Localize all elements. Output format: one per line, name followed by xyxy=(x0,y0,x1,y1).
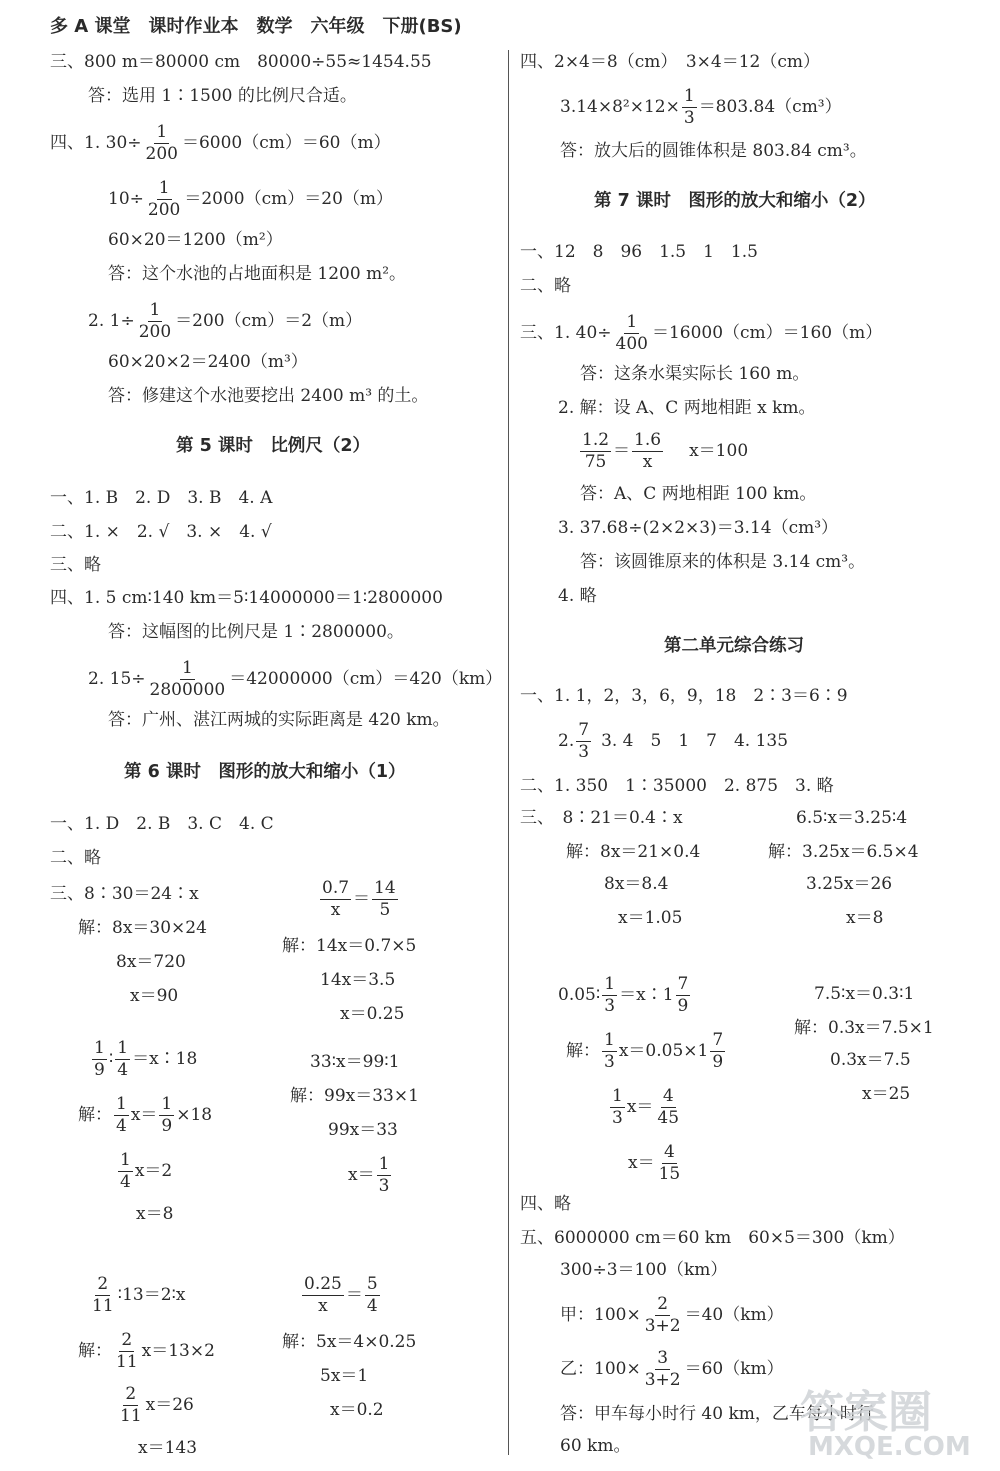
answer-line: 四、2×4＝8（cm） 3×4＝12（cm） xyxy=(520,52,820,72)
answer-line: 2. 解：设 A、C 两地相距 x km。 xyxy=(558,398,816,418)
answer-line: 答：修建这个水池要挖出 2400 m³ 的土。 xyxy=(108,386,429,406)
equation-line: 0.3x＝7.5 xyxy=(830,1050,911,1070)
equation-line: x＝8 xyxy=(136,1204,174,1224)
equation-line: 解：99x＝33×1 xyxy=(290,1086,419,1106)
equation-line: 解：8x＝21×0.4 xyxy=(566,842,701,862)
equation-line: 99x＝33 xyxy=(328,1120,398,1140)
equation-line: 14x＝3.5 xyxy=(320,970,396,990)
answer-line: 答：这个水池的占地面积是 1200 m²。 xyxy=(108,264,407,284)
equation-line: 解：5x＝4×0.25 xyxy=(282,1332,417,1352)
equation-line: 解： $\frac{2}{11}$ x＝13×2 xyxy=(78,1330,215,1372)
section-title: 第 6 课时 图形的放大和缩小（1） xyxy=(124,762,406,782)
answer-line: 一、1. B 2. D 3. B 4. A xyxy=(50,488,273,508)
answer-line: 一、1. D 2. B 3. C 4. C xyxy=(50,814,274,834)
section-title: 第 7 课时 图形的放大和缩小（2） xyxy=(594,191,876,211)
equation-line: $\frac{1.2}{75}$ ＝ $\frac{1.6}{x}$ x＝100 xyxy=(582,430,749,472)
equation-line: $\frac{2}{11}$ x＝26 xyxy=(120,1384,194,1426)
watermark-url: MXQE.COM xyxy=(808,1432,971,1462)
equation-line: $\frac{1}{4}$ x＝2 xyxy=(120,1150,173,1192)
answer-line: 二、略 xyxy=(520,276,571,296)
equation-line: 8x＝8.4 xyxy=(604,874,669,894)
answer-line: 乙：100× $\frac{3}{3+2}$ ＝60（km） xyxy=(560,1348,784,1390)
equation-line: 6.5∶x＝3.25∶4 xyxy=(796,808,908,828)
equation-line: $\frac{1}{9}$ ∶ $\frac{1}{4}$ ＝x∶18 xyxy=(94,1038,198,1080)
equation-line: 解：14x＝0.7×5 xyxy=(282,936,417,956)
answer-line: 五、6000000 cm＝60 km 60×5＝300（km） xyxy=(520,1228,905,1248)
equation-line: $\frac{1}{3}$ x＝ $\frac{4}{45}$ xyxy=(612,1086,680,1128)
page-header: 多 A 课堂 课时作业本 数学 六年级 下册(BS) xyxy=(50,16,462,37)
answer-line: 四、1. 5 cm∶140 km＝5∶14000000＝1∶2800000 xyxy=(50,588,443,608)
answer-line: 2. 1÷ $\frac{1}{200}$ ＝200（cm）＝2（m） xyxy=(88,300,363,342)
answer-line: 2. $\frac{7}{3}$ 3. 4 5 1 7 4. 135 xyxy=(558,720,789,762)
equation-line: 解： $\frac{1}{3}$ x＝0.05×1 $\frac{7}{9}$ xyxy=(566,1030,724,1072)
answer-line: 答：甲车每小时行 40 km，乙车每小时行 xyxy=(560,1404,874,1424)
answer-line: 答：这条水渠实际长 160 m。 xyxy=(580,364,810,384)
answer-line: 三、略 xyxy=(50,555,101,575)
equation-line: $\frac{0.7}{x}$ ＝ $\frac{14}{5}$ xyxy=(322,878,396,920)
equation-line: $\frac{2}{11}$ ∶13＝2∶x xyxy=(92,1274,186,1316)
equation-line: 0.05∶ $\frac{1}{3}$ ＝x∶1 $\frac{7}{9}$ xyxy=(558,974,689,1016)
answer-line: 3. 37.68÷(2×2×3)＝3.14（cm³） xyxy=(558,518,839,538)
answer-line: 三、1. 40÷ $\frac{1}{400}$ ＝16000（cm）＝160（m） xyxy=(520,312,883,354)
answer-line: 答：这幅图的比例尺是 1∶2800000。 xyxy=(108,622,404,642)
equation-line: x＝0.25 xyxy=(340,1004,405,1024)
equation-line: 5x＝1 xyxy=(320,1366,369,1386)
answer-line: 一、12 8 96 1.5 1 1.5 xyxy=(520,242,758,262)
answer-line: 10÷ $\frac{1}{200}$ ＝2000（cm）＝20（m） xyxy=(108,178,394,220)
section-title: 第二单元综合练习 xyxy=(664,636,804,656)
equation-line: 7.5∶x＝0.3∶1 xyxy=(814,984,915,1004)
equation-line: 三、8∶30＝24∶x xyxy=(50,884,199,904)
answer-line: 答：选用 1∶1500 的比例尺合适。 xyxy=(88,86,357,106)
equation-line: x＝ $\frac{4}{15}$ xyxy=(628,1142,681,1184)
section-title: 第 5 课时 比例尺（2） xyxy=(176,436,371,456)
equation-line: x＝143 xyxy=(138,1438,198,1458)
column-divider xyxy=(508,50,509,1455)
answer-line: 三、800 m＝80000 cm 80000÷55≈1454.55 xyxy=(50,52,432,72)
equation-line: $\frac{0.25}{x}$ ＝ $\frac{5}{4}$ xyxy=(304,1274,378,1316)
answer-line: 四、1. 30÷ $\frac{1}{200}$ ＝6000（cm）＝60（m） xyxy=(50,122,391,164)
equation-line: 解： $\frac{1}{4}$ x＝ $\frac{1}{9}$ ×18 xyxy=(78,1094,213,1136)
answer-line: 2. 15÷ $\frac{1}{2800000}$ ＝42000000（cm）＝420（km） xyxy=(88,658,503,700)
equation-line: x＝1.05 xyxy=(618,908,683,928)
equation-line: 3.25x＝26 xyxy=(806,874,893,894)
answer-line: 4. 略 xyxy=(558,586,597,606)
answer-line: 四、略 xyxy=(520,1194,571,1214)
equation-line: 解：8x＝30×24 xyxy=(78,918,207,938)
answer-line: 答：A、C 两地相距 100 km。 xyxy=(580,484,817,504)
equation-line: x＝90 xyxy=(130,986,179,1006)
equation-line: 33∶x＝99∶1 xyxy=(310,1052,400,1072)
answer-line: 二、1. × 2. √ 3. × 4. √ xyxy=(50,522,272,542)
answer-line: 300÷3＝100（km） xyxy=(560,1260,728,1280)
answer-line: 二、1. 350 1∶35000 2. 875 3. 略 xyxy=(520,776,834,796)
answer-line: 60×20＝1200（m²） xyxy=(108,230,283,250)
equation-line: 三、 8∶21＝0.4∶x xyxy=(520,808,683,828)
answer-line: 答：放大后的圆锥体积是 803.84 cm³。 xyxy=(560,141,867,161)
equation-line: 解：0.3x＝7.5×1 xyxy=(794,1018,934,1038)
equation-line: x＝25 xyxy=(862,1084,911,1104)
answer-line: 甲：100× $\frac{2}{3+2}$ ＝40（km） xyxy=(560,1294,784,1336)
equation-line: 8x＝720 xyxy=(116,952,186,972)
equation-line: x＝ $\frac{1}{3}$ xyxy=(348,1154,390,1196)
answer-line: 60 km。 xyxy=(560,1436,631,1456)
equation-line: 解：3.25x＝6.5×4 xyxy=(768,842,919,862)
watermark-logo: 答案圈 xyxy=(800,1387,932,1438)
answer-line: 一、1. 1，2，3，6，9，18 2∶3＝6∶9 xyxy=(520,686,848,706)
answer-line: 3.14×8²×12× $\frac{1}{3}$ ＝803.84（cm³） xyxy=(560,86,842,128)
equation-line: x＝8 xyxy=(846,908,884,928)
answer-line: 二、略 xyxy=(50,848,101,868)
answer-line: 答：广州、湛江两城的实际距离是 420 km。 xyxy=(108,710,450,730)
answer-line: 答：该圆锥原来的体积是 3.14 cm³。 xyxy=(580,552,866,572)
equation-line: x＝0.2 xyxy=(330,1400,384,1420)
answer-line: 60×20×2＝2400（m³） xyxy=(108,352,308,372)
